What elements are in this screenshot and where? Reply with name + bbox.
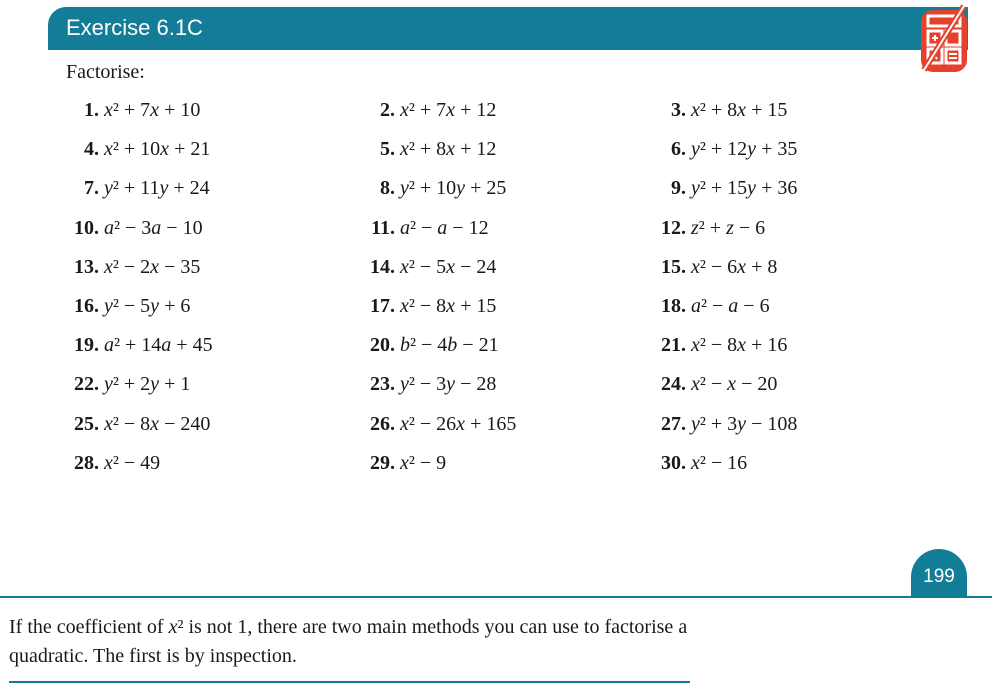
exercise-number: 16. bbox=[74, 295, 104, 317]
exercise-number: 5. bbox=[380, 138, 400, 161]
exercise-expression: a² − a − 6 bbox=[691, 295, 770, 317]
exercise-expression: x² + 7x + 10 bbox=[104, 99, 201, 121]
exercise-expression: x² − 2x − 35 bbox=[104, 255, 201, 278]
exercise-expression: x² + 10x + 21 bbox=[104, 138, 211, 161]
exercise-item bbox=[74, 373, 190, 396]
exercise-item bbox=[74, 295, 190, 318]
exercise-expression: y² + 2y + 1 bbox=[104, 373, 191, 396]
exercise-item bbox=[661, 256, 777, 279]
page-number: 199 bbox=[923, 566, 955, 587]
exercise-item bbox=[84, 177, 210, 200]
exercise-expression: y² + 10y + 25 bbox=[400, 177, 507, 200]
exercise-item bbox=[661, 217, 765, 240]
exercise-number: 28. bbox=[74, 451, 104, 474]
exercise-item bbox=[84, 138, 210, 161]
exercise-number: 11. bbox=[371, 216, 400, 239]
exercise-number: 3. bbox=[671, 99, 691, 121]
exercise-title: Exercise 6.1C bbox=[66, 15, 203, 40]
exercise-expression: x² − 26x + 165 bbox=[400, 412, 517, 435]
exercise-number: 18. bbox=[661, 295, 691, 317]
exercise-item bbox=[661, 373, 777, 396]
exercise-expression: y² + 3y − 108 bbox=[691, 412, 798, 435]
exercise-expression: x² − 8x − 240 bbox=[104, 412, 211, 435]
exercise-expression: x² + 7x + 12 bbox=[400, 99, 497, 121]
exercise-item bbox=[370, 256, 496, 279]
exercise-item bbox=[370, 452, 446, 475]
exercise-item bbox=[74, 452, 160, 475]
exercise-item bbox=[671, 177, 797, 200]
exercise-number: 1. bbox=[84, 99, 104, 121]
exercise-number: 2. bbox=[380, 99, 400, 121]
exercise-number: 10. bbox=[74, 216, 104, 239]
exercise-expression: x² − 9 bbox=[400, 451, 447, 474]
exercise-item bbox=[671, 99, 787, 122]
exercise-number: 23. bbox=[370, 373, 400, 396]
exercise-item bbox=[370, 413, 516, 436]
exercise-number: 14. bbox=[370, 255, 400, 278]
exercise-expression: y² − 5y + 6 bbox=[104, 295, 191, 317]
exercise-number: 24. bbox=[661, 373, 691, 396]
exercise-expression: y² + 11y + 24 bbox=[104, 177, 210, 200]
exercise-item bbox=[380, 99, 496, 122]
exercise-item bbox=[371, 217, 488, 240]
exercise-item bbox=[380, 177, 506, 200]
exercise-item bbox=[661, 295, 770, 318]
exercise-number: 20. bbox=[370, 334, 400, 357]
exercise-item bbox=[661, 452, 747, 475]
exercise-number: 25. bbox=[74, 412, 104, 435]
exercise-expression: y² + 12y + 35 bbox=[691, 138, 798, 161]
exercise-number: 30. bbox=[661, 451, 691, 474]
exercise-item bbox=[671, 138, 797, 161]
instruction: Factorise: bbox=[66, 61, 145, 83]
exercise-number: 21. bbox=[661, 334, 691, 357]
exercise-number: 9. bbox=[671, 177, 691, 200]
exercise-item bbox=[661, 413, 797, 436]
exercise-number: 7. bbox=[84, 177, 104, 200]
body-paragraph: If the coefficient of x² is not 1, there are two main methods you can use to factorise a quadratic. The first is by inspection. bbox=[9, 616, 688, 667]
exercise-expression: x² − 8x + 16 bbox=[691, 334, 788, 357]
exercise-expression: x² − 49 bbox=[104, 451, 161, 474]
exercise-expression: b² − 4b − 21 bbox=[400, 334, 499, 357]
exercise-expression: x² − x − 20 bbox=[691, 373, 778, 396]
exercise-item bbox=[380, 138, 496, 161]
exercise-item bbox=[661, 334, 787, 357]
exercise-item bbox=[370, 334, 499, 357]
exercise-item bbox=[74, 413, 210, 436]
exercise-number: 4. bbox=[84, 138, 104, 161]
exercise-item bbox=[74, 334, 213, 357]
exercise-number: 6. bbox=[671, 138, 691, 161]
exercise-item bbox=[74, 217, 203, 240]
exercise-expression: x² − 16 bbox=[691, 451, 748, 474]
exercise-number: 15. bbox=[661, 255, 691, 278]
page-divider bbox=[0, 596, 992, 598]
exercise-expression: a² + 14a + 45 bbox=[104, 334, 213, 357]
exercise-number: 13. bbox=[74, 255, 104, 278]
exercise-item bbox=[84, 99, 200, 122]
exercise-number: 22. bbox=[74, 373, 104, 396]
box-top-border bbox=[9, 681, 690, 683]
exercise-expression: y² − 3y − 28 bbox=[400, 373, 497, 396]
exercise-number: 26. bbox=[370, 412, 400, 435]
exercise-expression: z² + z − 6 bbox=[691, 216, 766, 239]
exercise-number: 27. bbox=[661, 412, 691, 435]
exercise-expression: x² + 8x + 15 bbox=[691, 99, 788, 121]
exercise-number: 12. bbox=[661, 216, 691, 239]
exercise-expression: x² − 8x + 15 bbox=[400, 295, 497, 317]
exercise-expression: a² − 3a − 10 bbox=[104, 216, 203, 239]
exercise-item bbox=[370, 373, 496, 396]
exercise-number: 29. bbox=[370, 451, 400, 474]
no-calculator-icon bbox=[918, 4, 970, 72]
exercise-number: 8. bbox=[380, 177, 400, 200]
exercise-number: 17. bbox=[370, 295, 400, 317]
exercise-expression: y² + 15y + 36 bbox=[691, 177, 798, 200]
exercise-number: 19. bbox=[74, 334, 104, 357]
exercise-expression: a² − a − 12 bbox=[400, 216, 489, 239]
exercise-item bbox=[370, 295, 496, 318]
exercise-expression: x² + 8x + 12 bbox=[400, 138, 497, 161]
exercise-item bbox=[74, 256, 200, 279]
exercise-expression: x² − 6x + 8 bbox=[691, 255, 778, 278]
exercise-expression: x² − 5x − 24 bbox=[400, 255, 497, 278]
